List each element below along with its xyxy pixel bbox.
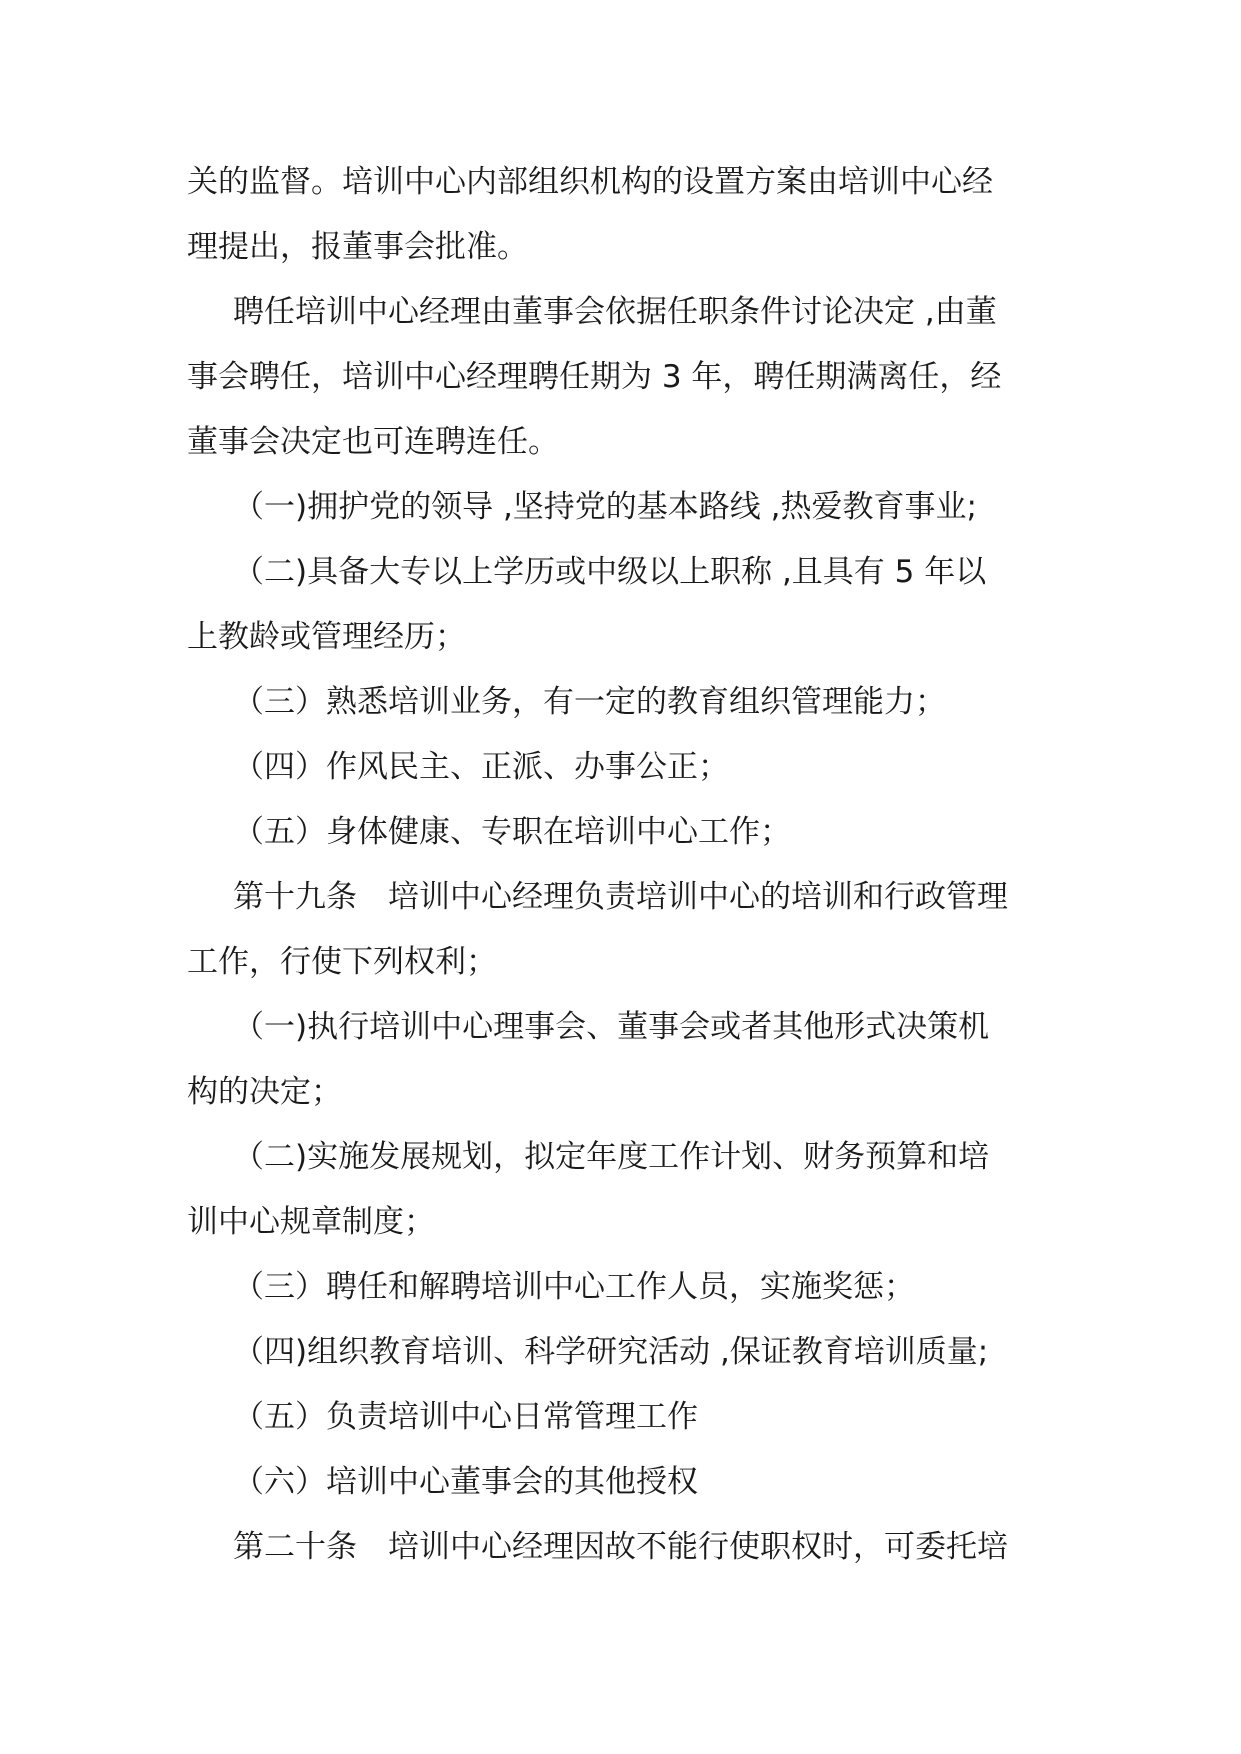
text-line: 上教龄或管理经历； (187, 619, 466, 655)
text-line: （五）负责培训中心日常管理工作 (233, 1399, 698, 1435)
text-line: （一)执行培训中心理事会、董事会或者其他形式决策机 (233, 1009, 990, 1045)
text-line: （二)具备大专以上学历或中级以上职称 ,且具有 5 年以 (233, 554, 987, 590)
text-line: 事会聘任，培训中心经理聘任期为 3 年，聘任期满离任，经 (187, 359, 1002, 395)
text-line: 构的决定； (187, 1074, 342, 1110)
text-line: （三）熟悉培训业务，有一定的教育组织管理能力； (233, 684, 946, 720)
text-line: （三）聘任和解聘培训中心工作人员，实施奖惩； (233, 1269, 915, 1305)
text-line: （二)实施发展规划，拟定年度工作计划、财务预算和培 (233, 1139, 990, 1175)
article-heading-line: 第二十条 培训中心经理因故不能行使职权时，可委托培 (233, 1529, 1008, 1565)
text-line: （四）作风民主、正派、办事公正； (233, 749, 729, 785)
text-line: 关的监督。培训中心内部组织机构的设置方案由培训中心经 (187, 164, 993, 200)
text-line: 训中心规章制度； (187, 1204, 435, 1240)
article-heading-line: 第十九条 培训中心经理负责培训中心的培训和行政管理 (233, 879, 1008, 915)
text-line: （四)组织教育培训、科学研究活动 ,保证教育培训质量; (233, 1334, 989, 1370)
text-line: （一)拥护党的领导 ,坚持党的基本路线 ,热爱教育事业; (233, 489, 977, 525)
text-line: （六）培训中心董事会的其他授权 (233, 1464, 698, 1500)
text-line: 工作，行使下列权利； (187, 944, 497, 980)
text-line: 董事会决定也可连聘连任。 (187, 424, 559, 460)
text-line: 理提出，报董事会批准。 (187, 229, 528, 265)
text-line: 聘任培训中心经理由董事会依据任职条件讨论决定 ,由董 (233, 294, 997, 330)
document-body (187, 150, 1067, 1580)
text-line: （五）身体健康、专职在培训中心工作； (233, 814, 791, 850)
